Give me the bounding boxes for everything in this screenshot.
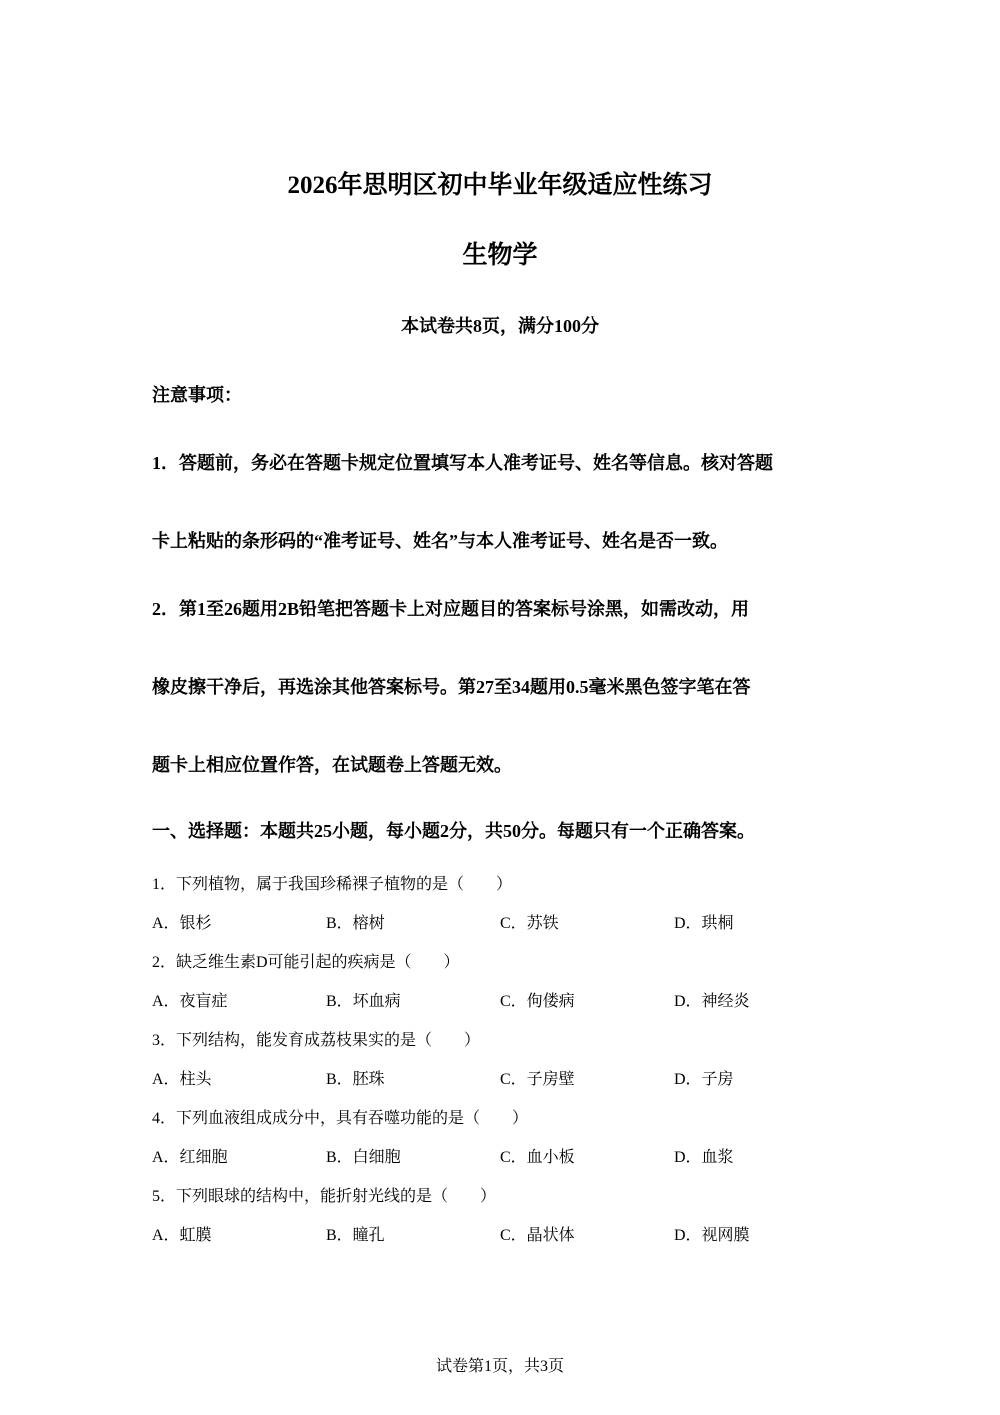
question-stem: 4．下列血液组成成分中，具有吞噬功能的是（ ） (152, 1110, 529, 1127)
question-options (152, 991, 852, 1013)
option-b: B．榕树 (326, 915, 385, 932)
option-c: C．佝偻病 (500, 993, 575, 1010)
option-a: A．银杉 (152, 915, 212, 932)
question-stem: 3．下列结构，能发育成荔枝果实的是（ ） (152, 1032, 481, 1049)
notice-line: 题卡上相应位置作答，在试题卷上答题无效。 (152, 755, 512, 775)
option-d: D．血浆 (674, 1149, 734, 1166)
notice-heading: 注意事项： (152, 385, 242, 405)
question-stem: 1．下列植物，属于我国珍稀裸子植物的是（ ） (152, 876, 513, 893)
question-options (152, 1069, 852, 1091)
option-d: D．子房 (674, 1071, 734, 1088)
option-d: D．神经炎 (674, 993, 750, 1010)
notice-line: 2．第1至26题用2B铅笔把答题卡上对应题目的答案标号涂黑，如需改动，用 (152, 599, 750, 619)
question-options (152, 1147, 852, 1169)
subject-title: 生物学 (462, 242, 538, 269)
option-d: D．珙桐 (674, 915, 734, 932)
option-a: A．夜盲症 (152, 993, 228, 1010)
exam-title: 2026年思明区初中毕业年级适应性练习 (287, 172, 713, 199)
option-b: B．坏血病 (326, 993, 401, 1010)
option-a: A．柱头 (152, 1071, 212, 1088)
option-a: A．红细胞 (152, 1149, 228, 1166)
question-options (152, 1225, 852, 1247)
option-b: B．胚珠 (326, 1071, 385, 1088)
notice-line: 橡皮擦干净后，再选涂其他答案标号。第27至34题用0.5毫米黑色签字笔在答 (152, 677, 751, 697)
paper-info: 本试卷共8页，满分100分 (401, 316, 599, 336)
notice-line: 1．答题前，务必在答题卡规定位置填写本人准考证号、姓名等信息。核对答题 (152, 453, 773, 473)
question-stem: 2．缺乏维生素D可能引起的疾病是（ ） (152, 954, 460, 971)
question-stem: 5．下列眼球的结构中，能折射光线的是（ ） (152, 1188, 497, 1205)
option-b: B．瞳孔 (326, 1227, 385, 1244)
section-heading: 一、选择题：本题共25小题，每小题2分，共50分。每题只有一个正确答案。 (152, 821, 755, 841)
page-footer: 试卷第1页，共3页 (435, 1358, 564, 1375)
option-c: C．晶状体 (500, 1227, 575, 1244)
option-b: B．白细胞 (326, 1149, 401, 1166)
option-c: C．血小板 (500, 1149, 575, 1166)
option-a: A．虹膜 (152, 1227, 212, 1244)
question-options (152, 913, 852, 935)
notice-line: 卡上粘贴的条形码的“准考证号、姓名”与本人准考证号、姓名是否一致。 (152, 531, 728, 551)
option-c: C．苏铁 (500, 915, 559, 932)
option-c: C．子房壁 (500, 1071, 575, 1088)
option-d: D．视网膜 (674, 1227, 750, 1244)
